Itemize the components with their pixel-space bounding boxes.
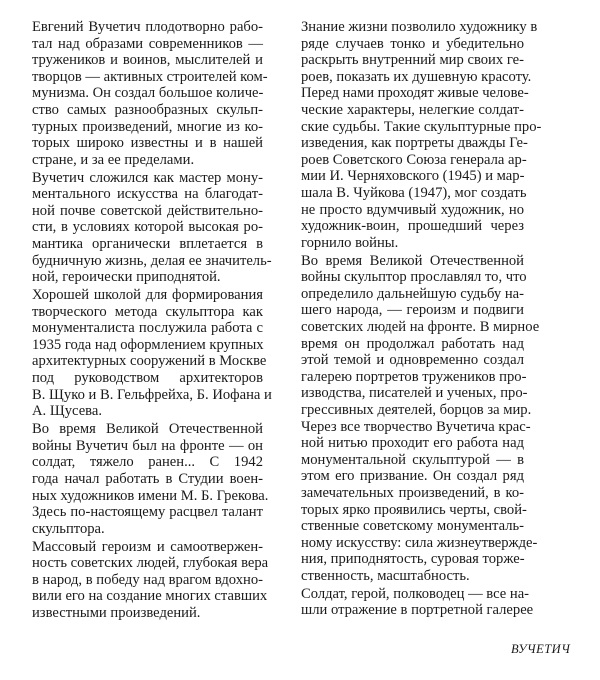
text-line: время он продолжал работать над	[301, 335, 524, 352]
text-line: Массовый героизм и самоотвержен-	[32, 538, 263, 555]
text-line: 1935 года над оформлением крупных	[32, 336, 264, 353]
text-line: Вучетич сложился как мастер мону-	[32, 169, 263, 186]
text-line: шала В. Чуйкова (1947), мог создать	[301, 184, 527, 201]
text-line: замечательных произведений, в ко-	[301, 484, 524, 501]
text-line: Перед нами проходят живые челове-	[301, 85, 529, 102]
text-line: торых ярко проявились черты, свой-	[301, 501, 527, 518]
text-line: монументальной скульптурой — в	[301, 451, 524, 468]
text-line: ность советских людей, глубокая вера	[32, 555, 269, 572]
text-line: творцов — активных строителей ком-	[32, 68, 268, 85]
paragraph	[32, 287, 272, 420]
paragraph	[32, 169, 272, 286]
paragraph	[301, 252, 540, 585]
text-line: В. Щуко и В. Гельфрейха, Б. Иофана и	[32, 386, 272, 403]
text-line: ские судьбы. Такие скульптурные про-	[301, 118, 542, 135]
text-line: войны скульптор прославлял то, что	[301, 269, 527, 286]
text-line: мии И. Черняховского (1945) и мар-	[301, 168, 525, 185]
text-line: ния, приподнятость, суровая торже-	[301, 551, 525, 568]
text-line: сти, в условиях которой высокая ро-	[32, 219, 263, 236]
text-line: под руководством архитекторов	[32, 370, 263, 387]
paragraph	[301, 19, 542, 251]
text-line: роев Советского Союза генерала ар-	[301, 151, 527, 168]
text-line: торых широко известны и в нашей	[32, 135, 263, 152]
text-line: ственность, масштабность.	[301, 567, 470, 584]
text-line: ной нитью проходит его работа над	[301, 435, 524, 452]
text-line: художник-воин, прошедший через	[301, 218, 524, 235]
text-line: изводства, писателей и ученых, про-	[301, 385, 528, 402]
text-column-left	[32, 19, 272, 623]
text-line: галерею портретов тружеников про-	[301, 368, 527, 385]
paragraph	[32, 421, 269, 537]
paragraph	[301, 585, 534, 619]
text-line: грессивных деятелей, борцов за мир.	[301, 401, 532, 418]
text-line: роев, показать их душевную красоту.	[301, 68, 532, 85]
text-line: Здесь по-настоящему расцвел талант	[32, 504, 263, 521]
text-line: творческого метода скульптора как	[32, 303, 263, 320]
text-line: советских людей на фронте. В мирное	[301, 318, 540, 335]
paragraph	[32, 19, 268, 168]
text-line: шего народа, — героизм и подвиги	[301, 302, 524, 319]
text-line: ство самых разнообразных скульп-	[32, 101, 263, 118]
text-line: Хорошей школой для формирования	[32, 287, 263, 304]
text-line: Через все творчество Вучетича крас-	[301, 418, 531, 435]
text-line: ной, героически приподнятой.	[32, 269, 221, 286]
text-line: Во время Великой Отечественной	[32, 421, 263, 438]
text-line: горнило войны.	[301, 234, 399, 251]
text-line: Во время Великой Отечественной	[301, 252, 524, 269]
text-line: известными произведений.	[32, 604, 201, 621]
text-line: тружеников и воинов, мыслителей и	[32, 52, 263, 69]
text-line: этой темой и одновременно создал	[301, 352, 524, 369]
text-line: Солдат, герой, полководец — все на-	[301, 585, 530, 602]
text-line: ментального искусства на благодат-	[32, 186, 263, 203]
text-line: ческие характеры, нелегкие солдат-	[301, 101, 524, 118]
text-line: раскрыть внутренний мир своих ге-	[301, 52, 524, 69]
text-line: ряде случаев тонко и убедительно	[301, 35, 524, 52]
text-line: тал над образами современников —	[32, 35, 263, 52]
text-line: Евгений Вучетич плодотворно рабо-	[32, 19, 263, 35]
text-line: Знание жизни позволило художнику в	[301, 19, 538, 35]
text-line: года начал работать в Студии воен-	[32, 470, 263, 487]
text-line: мунизма. Он создал большое количе-	[32, 85, 264, 102]
text-line: этом его призвание. Он создал ряд	[301, 468, 524, 485]
text-line: скульптора.	[32, 520, 105, 537]
text-line: турных произведений, многие из ко-	[32, 118, 263, 135]
text-line: изведения, как портреты дважды Ге-	[301, 135, 528, 152]
text-line: ных художников имени М. Б. Грекова.	[32, 487, 269, 504]
text-line: определило дальнейшую судьбу на-	[301, 285, 524, 302]
text-line: ному искусству: сила жизнеутвержде-	[301, 534, 538, 551]
text-line: мантика органически вплетается в	[32, 236, 263, 253]
text-column-right	[301, 19, 542, 620]
text-line: ной почве советской действительно-	[32, 202, 263, 219]
running-title: ВУЧЕТИЧ	[511, 642, 571, 656]
text-line: А. Щусева.	[32, 403, 102, 420]
text-line: не просто вдумчивый художник, но	[301, 201, 524, 218]
text-line: будничную жизнь, делая ее значитель-	[32, 252, 272, 269]
text-line: шли отражение в портретной галерее	[301, 602, 534, 619]
text-line: в народ, в победу над врагом вдохно-	[32, 571, 263, 588]
text-line: монументалиста послужила работа с	[32, 320, 263, 337]
text-line: вили его на создание многих ставших	[32, 588, 268, 605]
paragraph	[32, 538, 269, 622]
text-line: стране, и за ее пределами.	[32, 151, 195, 168]
text-line: войны Вучетич был на фронте — он	[32, 437, 263, 454]
text-line: архитектурных сооружений в Москве	[32, 353, 267, 370]
text-line: ственные советскому монументаль-	[301, 518, 524, 535]
text-line: солдат, тяжело ранен... С 1942	[32, 454, 263, 471]
